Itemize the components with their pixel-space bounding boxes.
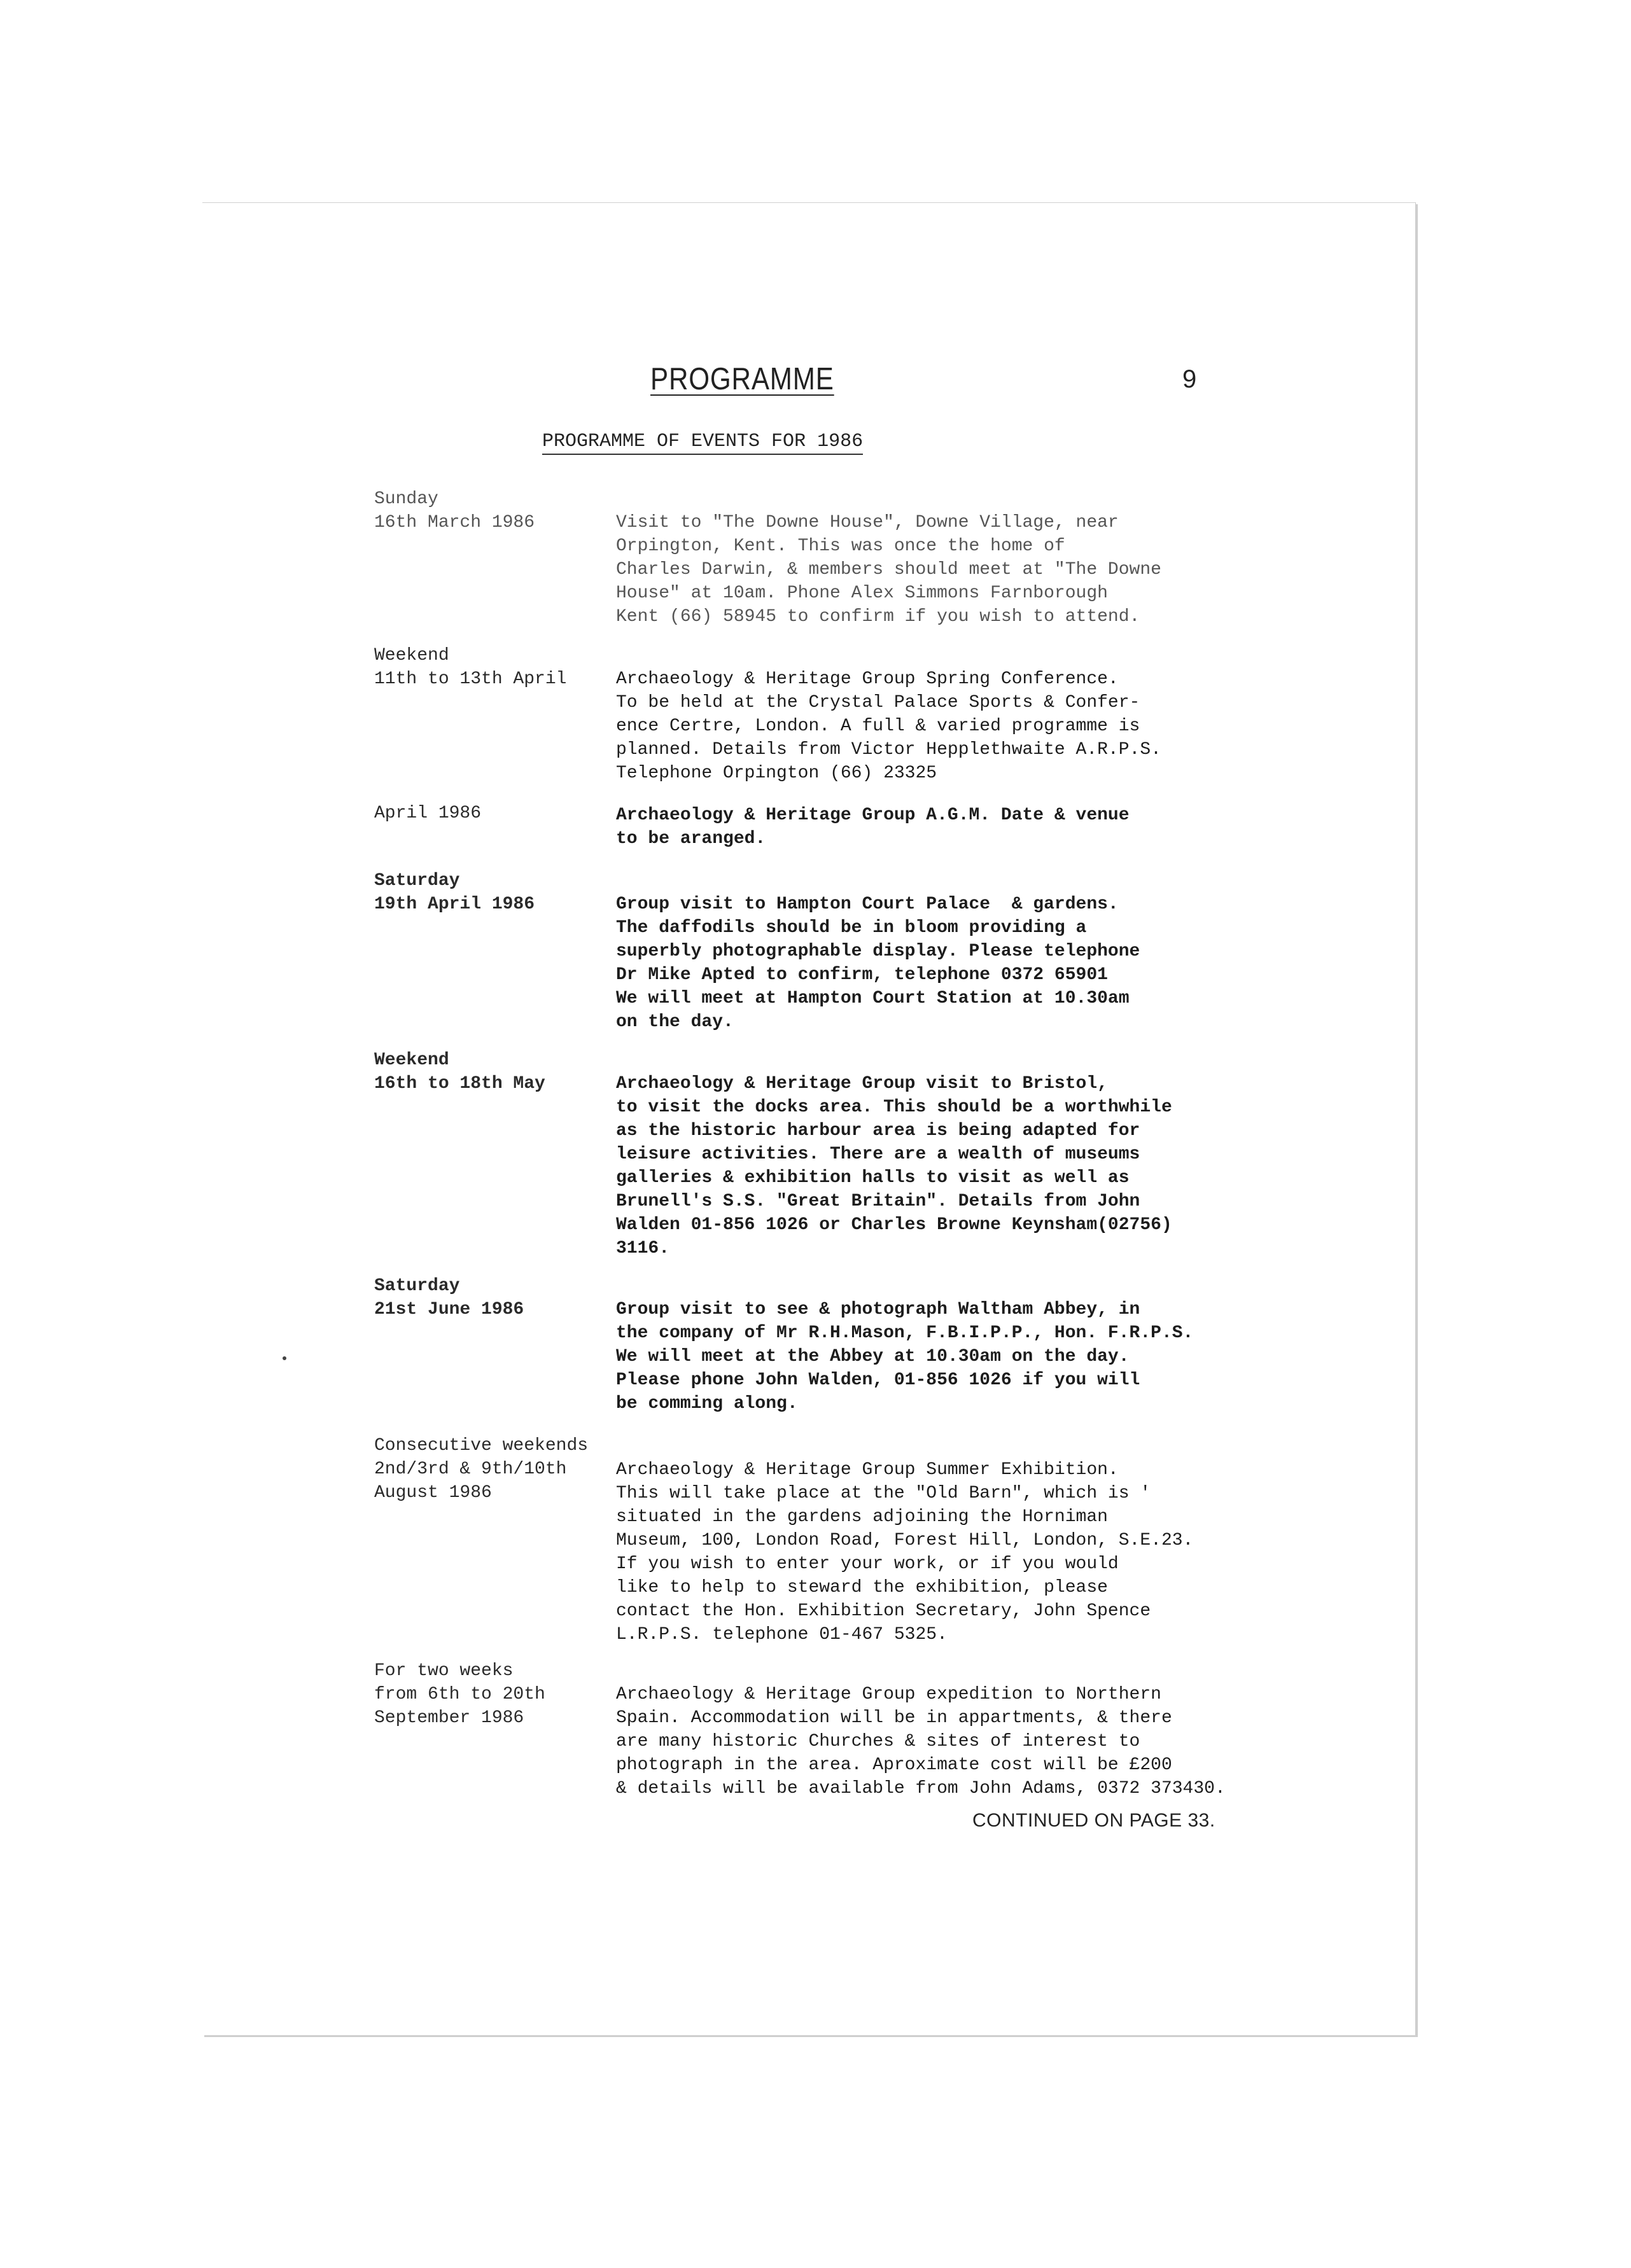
event-text-2: Archaeology & Heritage Group Spring Conference. To be held at the Crystal Palace Sports & Confer- ence Certre, London. A full & varied programme is planned. Details from Victor Hepplethwaite A.R.P.S. Telephone Orpington (66) 23325 <box>616 669 1161 783</box>
event-text-1: Visit to "The Downe House", Downe Village, near Orpington, Kent. This was once the home of Charles Darwin, & members should meet at "The Downe House" at 10am. Phone Alex Simmons Farnborough Kent (66) 58945 to confirm if you wish to attend. <box>616 513 1161 627</box>
page-title: PROGRAMME <box>650 362 834 396</box>
programme-subtitle: PROGRAMME OF EVENTS FOR 1986 <box>542 431 863 455</box>
event-text-6: Group visit to see & photograph Waltham Abbey, in the company of Mr R.H.Mason, F.B.I.P.P., Hon. F.R.P.S. We will meet at the Abbey at 10.30am on the day. Please phone John Walden, 01-856 1026 if you will be comming along. <box>616 1300 1194 1414</box>
continued-note: CONTINUED ON PAGE 33. <box>972 1810 1215 1831</box>
event-text-5: Archaeology & Heritage Group visit to Bristol, to visit the docks area. This should be a worthwhile as the historic harbour area is being adapted for leisure activities. There are a wealth of museums galleries & exhibition halls to visit as well as Brunell's S.S. "Great Britain". Details from John Walden 01-856 1026 or Charles Browne Keynsham(02756) 3116. <box>616 1074 1172 1258</box>
event-date-2: Weekend 11th to 13th April <box>374 646 567 689</box>
event-date-7: Consecutive weekends 2nd/3rd & 9th/10th August 1986 <box>374 1436 589 1503</box>
event-text-7: Archaeology & Heritage Group Summer Exhibition. This will take place at the "Old Barn", which is ' situated in the gardens adjoining the Horniman Museum, 100, London Road, Forest Hill, London, S.E.23. If you wish to enter your work, or if you would like to help to steward the exhibition, please contact the Hon. Exhibition Secretary, John Spence L.R.P.S. telephone 01-467 5325. <box>616 1460 1194 1645</box>
event-text-3: Archaeology & Heritage Group A.G.M. Date & venue to be aranged. <box>616 805 1130 849</box>
event-date-1: Sunday 16th March 1986 <box>374 489 535 532</box>
page-number: 9 <box>1182 365 1197 393</box>
event-date-6: Saturday 21st June 1986 <box>374 1276 524 1319</box>
event-date-3: April 1986 <box>374 804 482 823</box>
event-date-4: Saturday 19th April 1986 <box>374 871 535 914</box>
event-date-8: For two weeks from 6th to 20th September 1986 <box>374 1661 545 1728</box>
event-text-8: Archaeology & Heritage Group expedition to Northern Spain. Accommodation will be in appartments, & there are many historic Churches & sites of interest to photograph in the area. Aproximate cost will be £200 & details will be available from John Adams, 0372 373430. <box>616 1685 1226 1798</box>
event-date-5: Weekend 16th to 18th May <box>374 1050 545 1094</box>
stray-mark <box>283 1356 286 1360</box>
event-text-4: Group visit to Hampton Court Palace & gardens. The daffodils should be in bloom providing a superbly photographable display. Please telephone Dr Mike Apted to confirm, telephone 0372 65901 We will meet at Hampton Court Station at 10.30am on the day. <box>616 894 1140 1032</box>
